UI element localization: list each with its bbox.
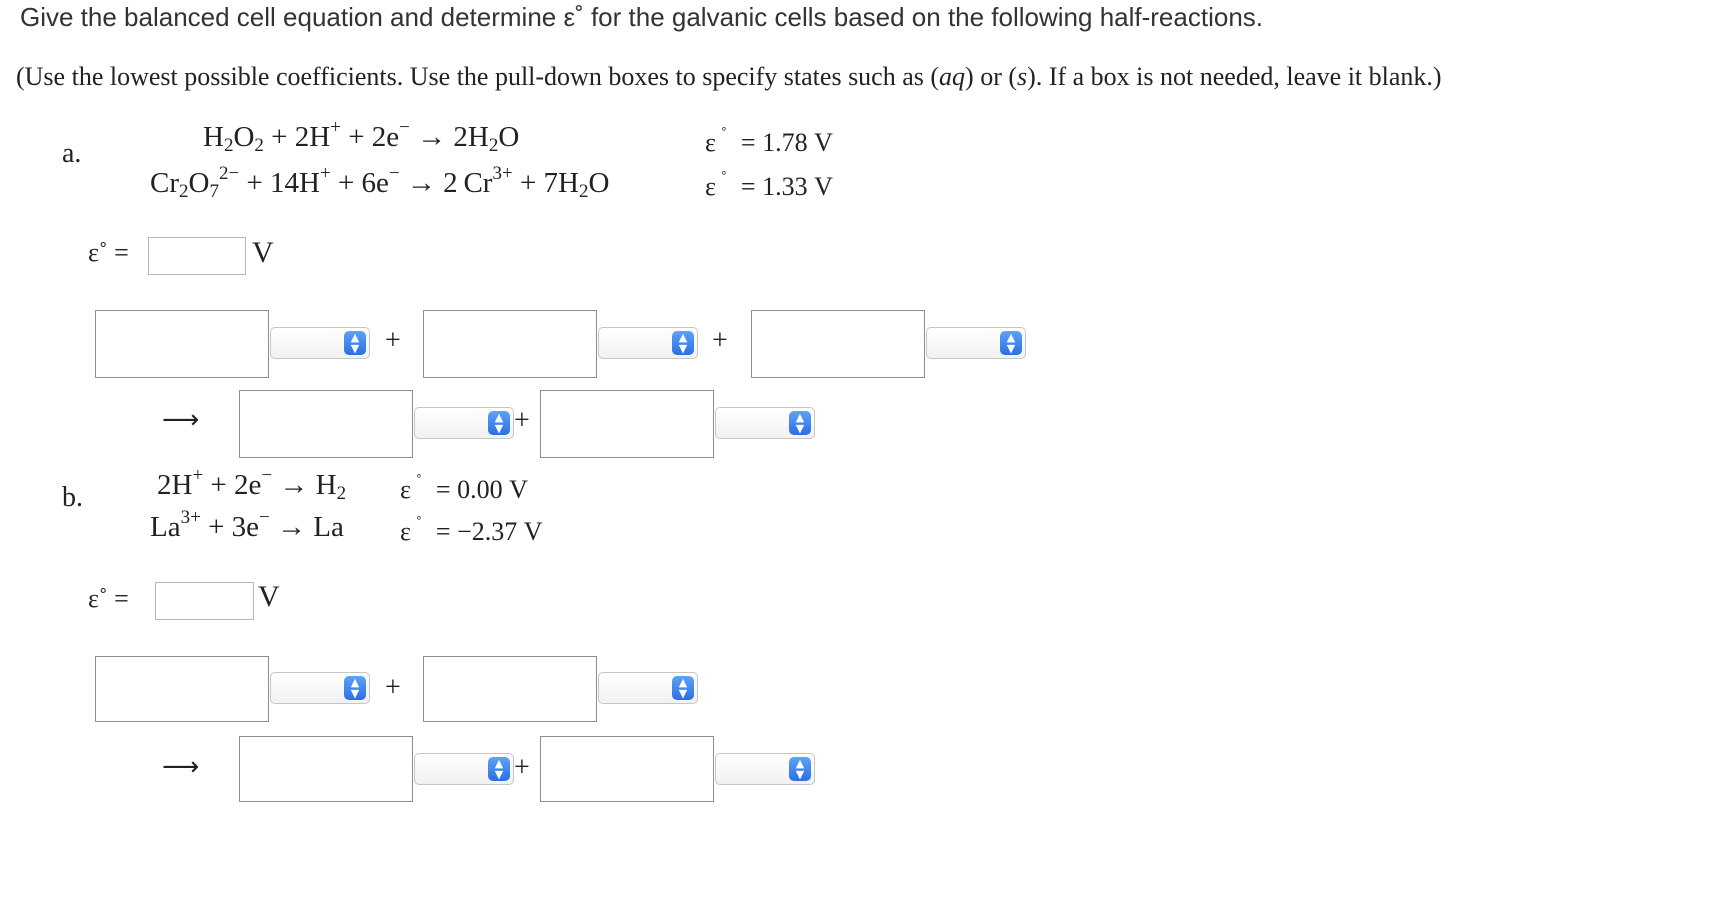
product-1-state-select-a[interactable] [414, 407, 514, 439]
eps-unit-a: V [252, 236, 274, 269]
reactant-2-box-b[interactable] [423, 656, 597, 722]
chevron-updown-icon: ▲ ▼ [789, 411, 811, 435]
product-2-box-a[interactable] [540, 390, 714, 458]
plus-sign: + [514, 405, 530, 436]
reactant-2-state-select-a[interactable] [598, 327, 698, 359]
eps-answer-input-b[interactable] [155, 582, 254, 620]
instruction-line-1: Give the balanced cell equation and determine ε˚ for the galvanic cells based on the following half-reactions. [20, 2, 1263, 32]
eps-b2: ε ˚ = −2.37 V [400, 513, 543, 546]
product-1-box-a[interactable] [239, 390, 413, 458]
eps-answer-label-a: ε˚ = [88, 238, 129, 267]
plus-sign: + [385, 672, 401, 703]
half-reaction-b2: $La^{3+} + 3e^- \to La$ [150, 507, 344, 543]
eps-answer-input-a[interactable] [148, 237, 246, 275]
product-1-state-select-b[interactable] [414, 753, 514, 785]
eps-a2: ε ˚ = 1.33 V [705, 168, 833, 201]
chevron-updown-icon: ▲ ▼ [672, 331, 694, 355]
half-reaction-a2: $Cr_2O_7^{2-} + 14H^+ + 6e^- \to 2$ $Cr^{3+} + 7H_2O$ [150, 163, 610, 202]
chevron-updown-icon: ▲ ▼ [488, 757, 510, 781]
eps-b1: ε ˚ = 0.00 V [400, 471, 528, 504]
chevron-updown-icon: ▲ ▼ [789, 757, 811, 781]
eps-answer-label-b: ε˚ = [88, 584, 129, 613]
plus-sign: + [712, 325, 728, 356]
half-reaction-a1: $H_2O_2 + 2H^+ + 2e^- \to 2H_2O$ [203, 117, 520, 156]
reaction-arrow-b: ⟶ [162, 752, 200, 782]
reactant-1-state-select-a[interactable] [270, 327, 370, 359]
chevron-updown-icon: ▲ ▼ [344, 331, 366, 355]
reaction-arrow-a: ⟶ [162, 405, 200, 435]
instruction-line-2: (Use the lowest possible coefficients. Use the pull-down boxes to specify states such as (aq) or (s). If a box is not needed, leave it blank.) [16, 62, 1442, 91]
reactant-3-box-a[interactable] [751, 310, 925, 378]
eps-unit-b: V [258, 580, 280, 613]
product-1-box-b[interactable] [239, 736, 413, 802]
eps-a1: ε ˚ = 1.78 V [705, 124, 833, 157]
reactant-1-box-b[interactable] [95, 656, 269, 722]
reactant-1-box-a[interactable] [95, 310, 269, 378]
problem-a-label: a. [62, 138, 82, 169]
reactant-1-state-select-b[interactable] [270, 672, 370, 704]
product-2-state-select-a[interactable] [715, 407, 815, 439]
reactant-2-state-select-b[interactable] [598, 672, 698, 704]
product-2-box-b[interactable] [540, 736, 714, 802]
chevron-updown-icon: ▲ ▼ [488, 411, 510, 435]
chevron-updown-icon: ▲ ▼ [344, 676, 366, 700]
chevron-updown-icon: ▲ ▼ [1000, 331, 1022, 355]
reactant-3-state-select-a[interactable] [926, 327, 1026, 359]
product-2-state-select-b[interactable] [715, 753, 815, 785]
problem-b-label: b. [62, 482, 83, 513]
half-reaction-b1: $2H^+ + 2e^- \to H_2$ [157, 465, 347, 504]
plus-sign: + [514, 752, 530, 783]
plus-sign: + [385, 325, 401, 356]
chevron-updown-icon: ▲ ▼ [672, 676, 694, 700]
reactant-2-box-a[interactable] [423, 310, 597, 378]
